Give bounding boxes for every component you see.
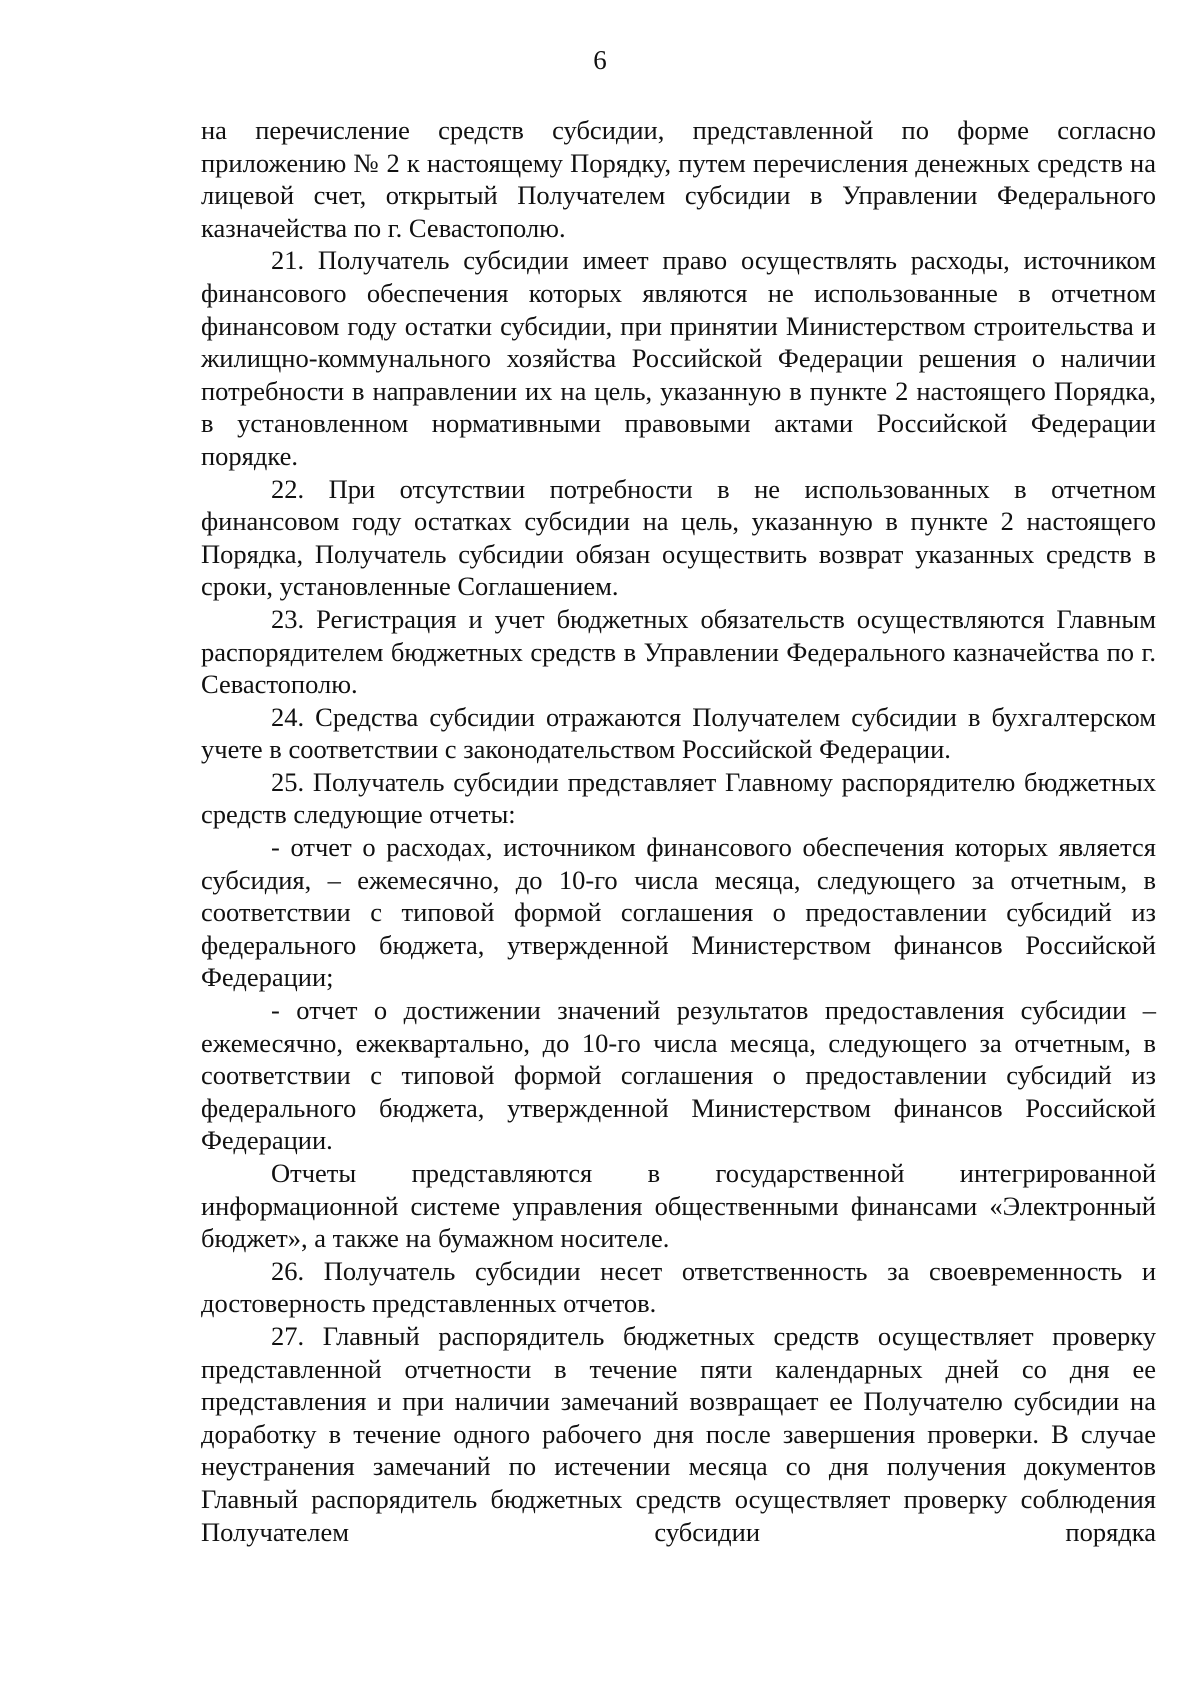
paragraph: 24. Средства субсидии отражаются Получателем субсидии в бухгалтерском учете в соответствии с законодательством Российской Федерации. bbox=[201, 701, 1156, 765]
paragraph: - отчет о расходах, источником финансового обеспечения которых является субсидия, – ежемесячно, до 10-го числа месяца, следующего за отчетным, в соответствии с типовой формой соглашения о предоставлении субсидий из федерального бюджета, утвержденной Министерством финансов Российской Федерации; bbox=[201, 832, 1156, 993]
document-body bbox=[201, 114, 1156, 1548]
paragraph: на перечисление средств субсидии, представленной по форме согласно приложению № 2 к настоящему Порядку, путем перечисления денежных средств на лицевой счет, открытый Получателем субсидии в Управлении Федерального казначейства по г. Севастополю. bbox=[201, 115, 1156, 243]
paragraph: - отчет о достижении значений результатов предоставления субсидии – ежемесячно, ежеквартально, до 10-го числа месяца, следующего за отчетным, в соответствии с типовой формой соглашения о предоставлении субсидий из федерального бюджета, утвержденной Министерством финансов Российской Федерации. bbox=[201, 995, 1156, 1156]
paragraph: 26. Получатель субсидии несет ответственность за своевременность и достоверность представленных отчетов. bbox=[201, 1255, 1156, 1319]
paragraph: 23. Регистрация и учет бюджетных обязательств осуществляются Главным распорядителем бюджетных средств в Управлении Федерального казначейства по г. Севастополю. bbox=[201, 603, 1156, 700]
paragraph: Отчеты представляются в государственной интегрированной информационной системе управления общественными финансами «Электронный бюджет», а также на бумажном носителе. bbox=[201, 1158, 1156, 1254]
page-number: 6 bbox=[593, 45, 607, 75]
paragraph: 25. Получатель субсидии представляет Главному распорядителю бюджетных средств следующие отчеты: bbox=[201, 766, 1156, 830]
paragraph: 22. При отсутствии потребности в не использованных в отчетном финансовом году остатках субсидии на цель, указанную в пункте 2 настоящего Порядка, Получатель субсидии обязан осуществить возврат указанных средств в сроки, установленные Соглашением. bbox=[201, 473, 1156, 602]
paragraph: 21. Получатель субсидии имеет право осуществлять расходы, источником финансового обеспечения которых являются не использованные в отчетном финансовом году остатки субсидии, при принятии Министерством строительства и жилищно-коммунального хозяйства Российской Федерации решения о наличии потребности в направлении их на цель, указанную в пункте 2 настоящего Порядка, в установленном нормативными правовыми актами Российской Федерации порядке. bbox=[201, 245, 1156, 471]
paragraph: 27. Главный распорядитель бюджетных средств осуществляет проверку представленной отчетности в течение пяти календарных дней со дня ее представления и при наличии замечаний возвращает ее Получателю субсидии на доработку в течение одного рабочего дня после завершения проверки. В случае неустранения замечаний по истечении месяца со дня получения документов Главный распорядитель бюджетных средств осуществляет проверку соблюдения Получателем субсидии порядка bbox=[201, 1320, 1156, 1547]
